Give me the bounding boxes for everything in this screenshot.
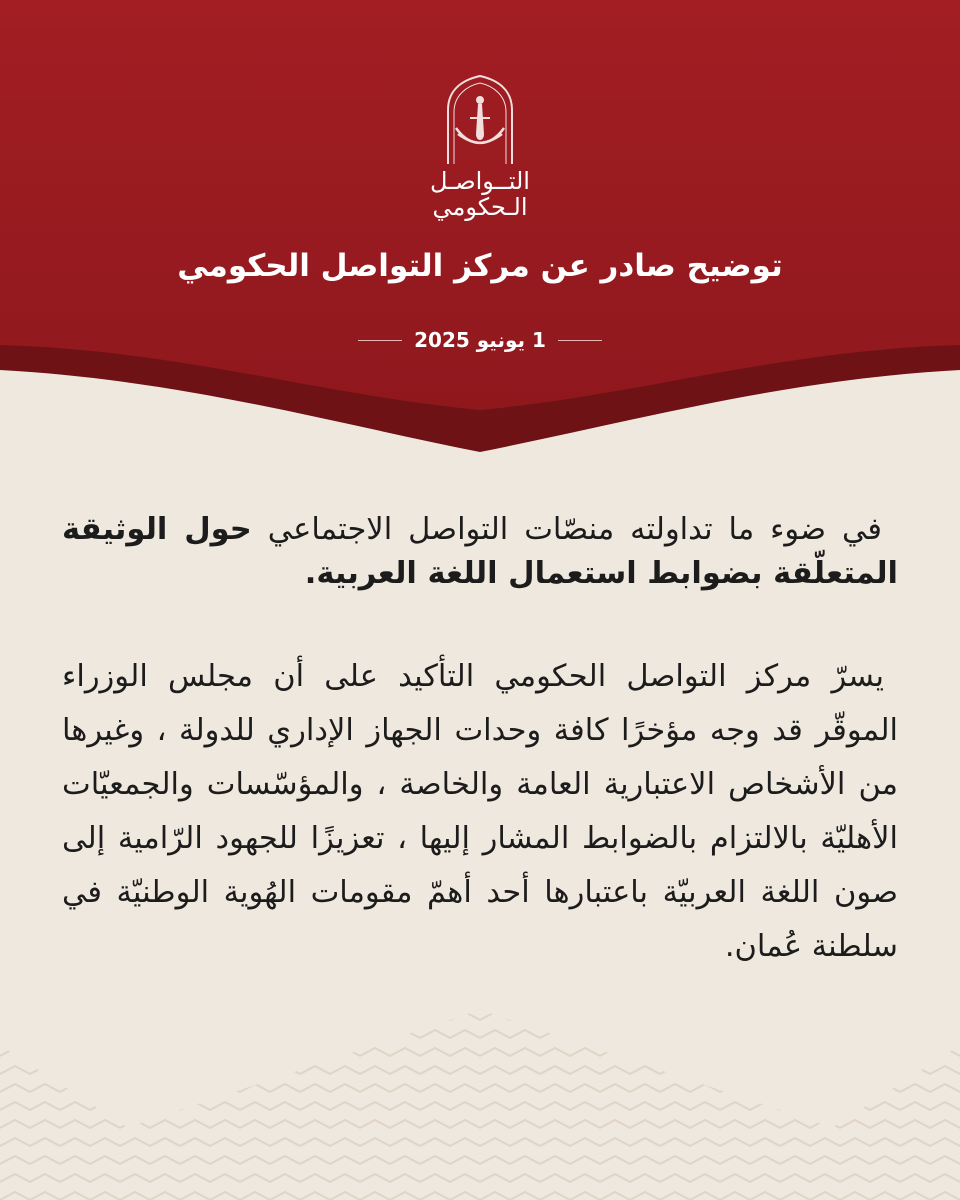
page-title: توضيح صادر عن مركز التواصل الحكومي (177, 248, 783, 284)
publish-date: 1 يونيو 2025 (414, 328, 546, 352)
intro-regular-text: في ضوء ما تداولته منصّات التواصل الاجتماعي (267, 512, 882, 547)
date-divider-left (358, 340, 402, 341)
emblem-logo (430, 72, 530, 167)
intro-paragraph (62, 508, 898, 596)
date-row (340, 328, 620, 352)
logo-text-line2: الـحكومي (432, 193, 528, 221)
intro-bold-text: حول الوثيقة المتعلّقة بضوابط استعمال اللغة العربية. (62, 512, 898, 591)
date-divider-right (558, 340, 602, 341)
main-paragraph: يسرّ مركز التواصل الحكومي التأكيد على أن مجلس الوزراء الموقّر قد وجه مؤخرًا كافة وحدات الجهاز الإداري للدولة ، وغيرها من الأشخاص الاعتبارية العامة والخاصة ، والمؤسّسات والجمعيّات الأهليّة بالالتزام بالضوابط المشار إليها ، تعزيزًا للجهود الرّامية إلى صون اللغة العربيّة باعتبارها أحد أهمّ مقومات الهُوية الوطنيّة في سلطنة عُمان. (62, 659, 898, 964)
logo-text-line1: التــواصـل (430, 167, 530, 195)
